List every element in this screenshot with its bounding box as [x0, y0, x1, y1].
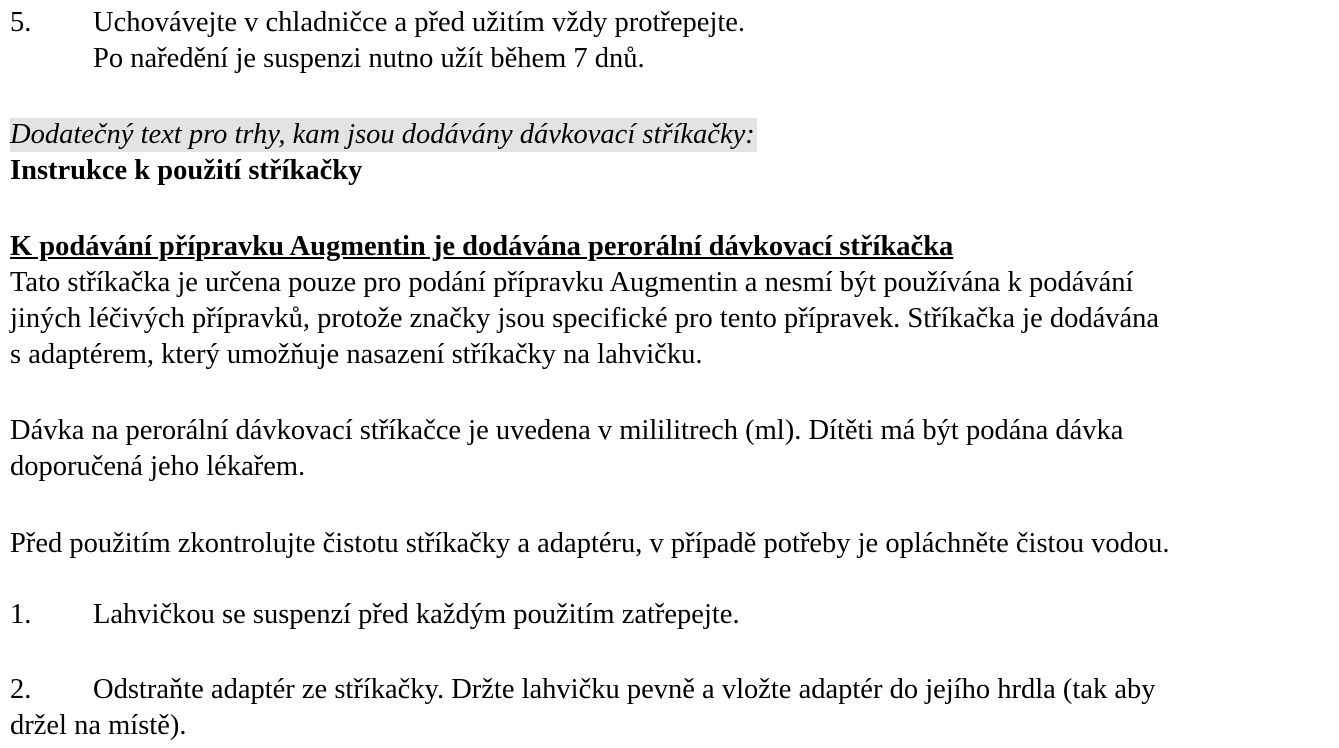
item-5-line-1: Uchovávejte v chladničce a před užitím vždy protřepejte.	[93, 7, 746, 38]
paragraph-2-line-1: Dávka na perorální dávkovací stříkačce je uvedena v mililitrech (ml). Dítěti má být podána dávka	[10, 415, 1124, 446]
paragraph-1-line-2: jiných léčivých přípravků, protože značky jsou specifické pro tento přípravek. Stříkačka je dodávána	[10, 303, 1160, 334]
item-5-number: 5.	[10, 7, 32, 38]
paragraph-2-line-2: doporučená jeho lékařem.	[10, 451, 306, 482]
paragraph-3: Před použitím zkontrolujte čistotu stříkačky a adaptéru, v případě potřeby je opláchněte čistou vodou.	[10, 528, 1170, 559]
step-2-number: 2.	[10, 674, 32, 705]
step-1-number: 1.	[10, 599, 32, 630]
instructions-heading: Instrukce k použití stříkačky	[10, 155, 363, 186]
paragraph-1-line-1: Tato stříkačka je určena pouze pro podání přípravku Augmentin a nesmí být používána k podávání	[10, 267, 1134, 298]
step-2-line-1: Odstraňte adaptér ze stříkačky. Držte lahvičku pevně a vložte adaptér do jejího hrdla (tak aby	[93, 674, 1156, 705]
step-1-text: Lahvičkou se suspenzí před každým použitím zatřepejte.	[93, 599, 740, 630]
item-5-line-2: Po naředění je suspenzi nutno užít během 7 dnů.	[93, 43, 645, 74]
paragraph-1-line-3: s adaptérem, který umožňuje nasazení stříkačky na lahvičku.	[10, 339, 703, 370]
section-heading: K podávání přípravku Augmentin je dodávána perorální dávkovací stříkačka	[10, 231, 954, 262]
additional-note: Dodatečný text pro trhy, kam jsou dodávány dávkovací stříkačky:	[10, 119, 755, 150]
step-2-line-2: držel na místě).	[10, 710, 187, 741]
